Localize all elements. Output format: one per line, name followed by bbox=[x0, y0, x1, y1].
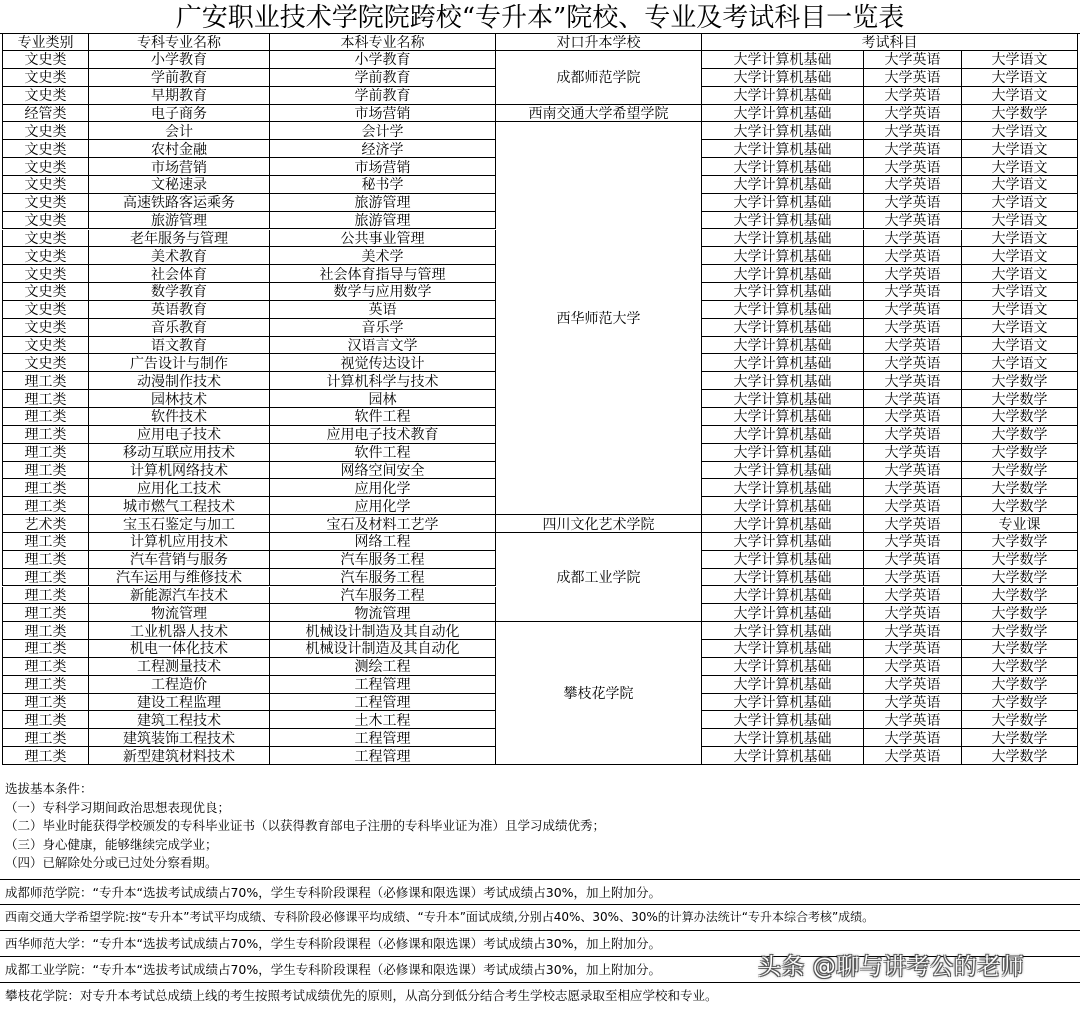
cell-subject-3: 大学数学 bbox=[962, 747, 1078, 765]
cell-category: 文史类 bbox=[2, 194, 89, 212]
cell-zk-major: 软件技术 bbox=[89, 408, 270, 426]
cell-subject-2: 大学英语 bbox=[864, 337, 962, 355]
cell-category: 理工类 bbox=[2, 444, 89, 462]
cell-subject-1: 大学计算机基础 bbox=[702, 658, 864, 676]
cell-subject-3: 大学数学 bbox=[962, 551, 1078, 569]
cell-bk-major: 旅游管理 bbox=[270, 194, 496, 212]
cell-category: 理工类 bbox=[2, 747, 89, 765]
cell-category: 理工类 bbox=[2, 390, 89, 408]
cell-subject-3: 大学语文 bbox=[962, 247, 1078, 265]
cell-bk-major: 测绘工程 bbox=[270, 658, 496, 676]
cell-category: 文史类 bbox=[2, 230, 89, 248]
cell-zk-major: 小学教育 bbox=[89, 51, 270, 69]
cell-subject-1: 大学计算机基础 bbox=[702, 711, 864, 729]
cell-category: 文史类 bbox=[2, 265, 89, 283]
cell-bk-major: 园林 bbox=[270, 390, 496, 408]
cell-bk-major: 应用化学 bbox=[270, 479, 496, 497]
cell-zk-major: 宝玉石鉴定与加工 bbox=[89, 515, 270, 533]
cell-category: 文史类 bbox=[2, 212, 89, 230]
cell-category: 理工类 bbox=[2, 729, 89, 747]
cell-subject-3: 大学数学 bbox=[962, 729, 1078, 747]
cell-zk-major: 美术教育 bbox=[89, 247, 270, 265]
cell-bk-major: 软件工程 bbox=[270, 444, 496, 462]
cell-subject-2: 大学英语 bbox=[864, 711, 962, 729]
cell-subject-3: 大学语文 bbox=[962, 87, 1078, 105]
cell-category: 理工类 bbox=[2, 497, 89, 515]
cell-zk-major: 早期教育 bbox=[89, 87, 270, 105]
cell-subject-3: 大学数学 bbox=[962, 694, 1078, 712]
cell-subject-1: 大学计算机基础 bbox=[702, 87, 864, 105]
cell-zk-major: 计算机网络技术 bbox=[89, 462, 270, 480]
watermark: 头条 @聊与讲考公的老师 bbox=[758, 954, 1025, 980]
cell-category: 理工类 bbox=[2, 462, 89, 480]
cell-subject-3: 大学数学 bbox=[962, 658, 1078, 676]
cell-zk-major: 工程造价 bbox=[89, 676, 270, 694]
cell-bk-major: 秘书学 bbox=[270, 176, 496, 194]
cell-subject-3: 大学数学 bbox=[962, 408, 1078, 426]
cell-subject-2: 大学英语 bbox=[864, 230, 962, 248]
cell-subject-3: 大学语文 bbox=[962, 283, 1078, 301]
cell-bk-major: 计算机科学与技术 bbox=[270, 372, 496, 390]
cell-subject-2: 大学英语 bbox=[864, 319, 962, 337]
cell-zk-major: 社会体育 bbox=[89, 265, 270, 283]
cell-bk-major: 机械设计制造及其自动化 bbox=[270, 622, 496, 640]
cell-zk-major: 农村金融 bbox=[89, 140, 270, 158]
cell-subject-1: 大学计算机基础 bbox=[702, 408, 864, 426]
cell-zk-major: 语文教育 bbox=[89, 337, 270, 355]
cell-bk-major: 汽车服务工程 bbox=[270, 587, 496, 605]
cell-school: 四川文化艺术学院 bbox=[496, 515, 702, 533]
cell-subject-3: 大学数学 bbox=[962, 426, 1078, 444]
cell-bk-major: 公共事业管理 bbox=[270, 230, 496, 248]
cell-category: 文史类 bbox=[2, 122, 89, 140]
cell-bk-major: 汽车服务工程 bbox=[270, 551, 496, 569]
cell-category: 理工类 bbox=[2, 604, 89, 622]
cell-subject-3: 大学语文 bbox=[962, 140, 1078, 158]
cell-zk-major: 应用电子技术 bbox=[89, 426, 270, 444]
cell-subject-3: 大学语文 bbox=[962, 301, 1078, 319]
cell-subject-2: 大学英语 bbox=[864, 444, 962, 462]
cell-subject-2: 大学英语 bbox=[864, 604, 962, 622]
cell-subject-1: 大学计算机基础 bbox=[702, 444, 864, 462]
cell-bk-major: 软件工程 bbox=[270, 408, 496, 426]
cell-subject-2: 大学英语 bbox=[864, 247, 962, 265]
cell-zk-major: 动漫制作技术 bbox=[89, 372, 270, 390]
page-title: 广安职业技术学院院跨校“专升本”院校、专业及考试科目一览表 bbox=[0, 0, 1080, 34]
cell-zk-major: 汽车运用与维修技术 bbox=[89, 569, 270, 587]
cell-bk-major: 经济学 bbox=[270, 140, 496, 158]
condition-item: （四）已解除处分或已过处分察看期。 bbox=[5, 855, 218, 870]
cell-subject-3: 大学语文 bbox=[962, 194, 1078, 212]
cell-subject-3: 大学数学 bbox=[962, 604, 1078, 622]
cell-bk-major: 土木工程 bbox=[270, 711, 496, 729]
cell-subject-3: 大学数学 bbox=[962, 676, 1078, 694]
cell-bk-major: 网络空间安全 bbox=[270, 462, 496, 480]
cell-subject-1: 大学计算机基础 bbox=[702, 372, 864, 390]
cell-bk-major: 工程管理 bbox=[270, 747, 496, 765]
cell-subject-2: 大学英语 bbox=[864, 69, 962, 87]
cell-subject-2: 大学英语 bbox=[864, 569, 962, 587]
cell-bk-major: 视觉传达设计 bbox=[270, 354, 496, 372]
cell-zk-major: 旅游管理 bbox=[89, 212, 270, 230]
cell-subject-3: 大学语文 bbox=[962, 122, 1078, 140]
cell-subject-2: 大学英语 bbox=[864, 122, 962, 140]
cell-zk-major: 英语教育 bbox=[89, 301, 270, 319]
cell-school: 成都师范学院 bbox=[496, 51, 702, 105]
cell-subject-1: 大学计算机基础 bbox=[702, 622, 864, 640]
cell-category: 理工类 bbox=[2, 640, 89, 658]
cell-zk-major: 音乐教育 bbox=[89, 319, 270, 337]
cell-subject-2: 大学英语 bbox=[864, 301, 962, 319]
cell-zk-major: 园林技术 bbox=[89, 390, 270, 408]
cell-subject-1: 大学计算机基础 bbox=[702, 462, 864, 480]
cell-subject-2: 大学英语 bbox=[864, 176, 962, 194]
cell-category: 文史类 bbox=[2, 247, 89, 265]
cell-bk-major: 物流管理 bbox=[270, 604, 496, 622]
cell-subject-2: 大学英语 bbox=[864, 390, 962, 408]
cell-bk-major: 美术学 bbox=[270, 247, 496, 265]
cell-bk-major: 汽车服务工程 bbox=[270, 569, 496, 587]
cell-subject-1: 大学计算机基础 bbox=[702, 551, 864, 569]
cell-zk-major: 学前教育 bbox=[89, 69, 270, 87]
cell-zk-major: 老年服务与管理 bbox=[89, 230, 270, 248]
cell-subject-1: 大学计算机基础 bbox=[702, 479, 864, 497]
cell-subject-1: 大学计算机基础 bbox=[702, 747, 864, 765]
cell-category: 文史类 bbox=[2, 337, 89, 355]
cell-subject-2: 大学英语 bbox=[864, 462, 962, 480]
cell-subject-1: 大学计算机基础 bbox=[702, 158, 864, 176]
cell-zk-major: 文秘速录 bbox=[89, 176, 270, 194]
cell-category: 文史类 bbox=[2, 176, 89, 194]
school-note: 成都工业学院：“专升本“选拔考试成绩占70%，学生专科阶段课程（必修课和限选课）考试成绩占30%，加上附加分。 bbox=[0, 957, 1080, 983]
cell-zk-major: 建筑装饰工程技术 bbox=[89, 729, 270, 747]
cell-category: 艺术类 bbox=[2, 515, 89, 533]
cell-subject-2: 大学英语 bbox=[864, 622, 962, 640]
cell-subject-3: 大学语文 bbox=[962, 69, 1078, 87]
cell-subject-1: 大学计算机基础 bbox=[702, 604, 864, 622]
cell-zk-major: 城市燃气工程技术 bbox=[89, 497, 270, 515]
cell-subject-2: 大学英语 bbox=[864, 372, 962, 390]
cell-subject-2: 大学英语 bbox=[864, 497, 962, 515]
cell-subject-1: 大学计算机基础 bbox=[702, 390, 864, 408]
cell-subject-3: 大学语文 bbox=[962, 319, 1078, 337]
cell-subject-2: 大学英语 bbox=[864, 640, 962, 658]
cell-category: 理工类 bbox=[2, 372, 89, 390]
cell-subject-2: 大学英语 bbox=[864, 658, 962, 676]
cell-subject-1: 大学计算机基础 bbox=[702, 533, 864, 551]
cell-category: 理工类 bbox=[2, 408, 89, 426]
cell-subject-2: 大学英语 bbox=[864, 515, 962, 533]
cell-category: 理工类 bbox=[2, 658, 89, 676]
cell-subject-3: 大学数学 bbox=[962, 587, 1078, 605]
cell-subject-1: 大学计算机基础 bbox=[702, 212, 864, 230]
cell-subject-3: 大学数学 bbox=[962, 479, 1078, 497]
header-exam-subjects: 考试科目 bbox=[702, 34, 1078, 51]
cell-zk-major: 广告设计与制作 bbox=[89, 354, 270, 372]
cell-subject-1: 大学计算机基础 bbox=[702, 247, 864, 265]
cell-subject-2: 大学英语 bbox=[864, 426, 962, 444]
cell-bk-major: 英语 bbox=[270, 301, 496, 319]
cell-school: 西南交通大学希望学院 bbox=[496, 105, 702, 123]
cell-bk-major: 旅游管理 bbox=[270, 212, 496, 230]
cell-subject-1: 大学计算机基础 bbox=[702, 283, 864, 301]
cell-bk-major: 工程管理 bbox=[270, 729, 496, 747]
cell-subject-3: 大学数学 bbox=[962, 390, 1078, 408]
cell-category: 理工类 bbox=[2, 711, 89, 729]
header-bk-major: 本科专业名称 bbox=[270, 34, 496, 51]
cell-category: 文史类 bbox=[2, 319, 89, 337]
cell-subject-3: 大学数学 bbox=[962, 622, 1078, 640]
cell-zk-major: 高速铁路客运乘务 bbox=[89, 194, 270, 212]
cell-subject-2: 大学英语 bbox=[864, 747, 962, 765]
cell-subject-2: 大学英语 bbox=[864, 194, 962, 212]
cell-bk-major: 机械设计制造及其自动化 bbox=[270, 640, 496, 658]
cell-category: 理工类 bbox=[2, 622, 89, 640]
cell-bk-major: 数学与应用数学 bbox=[270, 283, 496, 301]
cell-subject-1: 大学计算机基础 bbox=[702, 694, 864, 712]
cell-subject-3: 大学数学 bbox=[962, 444, 1078, 462]
cell-subject-1: 大学计算机基础 bbox=[702, 354, 864, 372]
cell-zk-major: 物流管理 bbox=[89, 604, 270, 622]
cell-subject-3: 大学语文 bbox=[962, 51, 1078, 69]
condition-item: （一）专科学习期间政治思想表现优良； bbox=[5, 799, 231, 815]
cell-category: 文史类 bbox=[2, 354, 89, 372]
school-note: 成都师范学院：“专升本“选拔考试成绩占70%，学生专科阶段课程（必修课和限选课）考试成绩占30%，加上附加分。 bbox=[0, 880, 1080, 905]
conditions-block bbox=[0, 770, 1080, 880]
cell-subject-1: 大学计算机基础 bbox=[702, 676, 864, 694]
cell-category: 理工类 bbox=[2, 569, 89, 587]
cell-subject-1: 大学计算机基础 bbox=[702, 319, 864, 337]
condition-item: （三）身心健康，能够继续完成学业； bbox=[5, 836, 218, 852]
school-note: 攀枝花学院：对专升本考试总成绩上线的考生按照考试成绩优先的原则，从高分到低分结合考生学校志愿录取至相应学校和专业。 bbox=[5, 988, 718, 1003]
cell-subject-3: 大学语文 bbox=[962, 158, 1078, 176]
cell-subject-2: 大学英语 bbox=[864, 479, 962, 497]
cell-subject-2: 大学英语 bbox=[864, 140, 962, 158]
cell-subject-1: 大学计算机基础 bbox=[702, 105, 864, 123]
cell-subject-2: 大学英语 bbox=[864, 51, 962, 69]
cell-zk-major: 工业机器人技术 bbox=[89, 622, 270, 640]
cell-bk-major: 工程管理 bbox=[270, 676, 496, 694]
cell-subject-1: 大学计算机基础 bbox=[702, 515, 864, 533]
cell-bk-major: 应用化学 bbox=[270, 497, 496, 515]
cell-category: 文史类 bbox=[2, 301, 89, 319]
cell-zk-major: 工程测量技术 bbox=[89, 658, 270, 676]
cell-category: 经管类 bbox=[2, 105, 89, 123]
cell-category: 理工类 bbox=[2, 676, 89, 694]
cell-subject-3: 大学数学 bbox=[962, 711, 1078, 729]
cell-school: 成都工业学院 bbox=[496, 533, 702, 622]
cell-zk-major: 电子商务 bbox=[89, 105, 270, 123]
cell-subject-3: 大学数学 bbox=[962, 640, 1078, 658]
cell-subject-1: 大学计算机基础 bbox=[702, 337, 864, 355]
cell-subject-2: 大学英语 bbox=[864, 694, 962, 712]
cell-zk-major: 移动互联应用技术 bbox=[89, 444, 270, 462]
cell-subject-2: 大学英语 bbox=[864, 265, 962, 283]
cell-subject-1: 大学计算机基础 bbox=[702, 194, 864, 212]
cell-subject-3: 大学语文 bbox=[962, 337, 1078, 355]
cell-category: 理工类 bbox=[2, 551, 89, 569]
cell-subject-3: 大学语文 bbox=[962, 354, 1078, 372]
cell-subject-2: 大学英语 bbox=[864, 676, 962, 694]
cell-subject-2: 大学英语 bbox=[864, 105, 962, 123]
cell-category: 理工类 bbox=[2, 479, 89, 497]
cell-zk-major: 新型建筑材料技术 bbox=[89, 747, 270, 765]
cell-zk-major: 汽车营销与服务 bbox=[89, 551, 270, 569]
cell-category: 文史类 bbox=[2, 158, 89, 176]
cell-subject-2: 大学英语 bbox=[864, 354, 962, 372]
cell-subject-2: 大学英语 bbox=[864, 87, 962, 105]
cell-category: 文史类 bbox=[2, 51, 89, 69]
cell-subject-2: 大学英语 bbox=[864, 533, 962, 551]
cell-subject-1: 大学计算机基础 bbox=[702, 640, 864, 658]
cell-school: 攀枝花学院 bbox=[496, 622, 702, 765]
cell-subject-1: 大学计算机基础 bbox=[702, 587, 864, 605]
cell-subject-1: 大学计算机基础 bbox=[702, 301, 864, 319]
cell-bk-major: 市场营销 bbox=[270, 158, 496, 176]
cell-bk-major: 会计学 bbox=[270, 122, 496, 140]
cell-bk-major: 宝石及材料工艺学 bbox=[270, 515, 496, 533]
cell-bk-major: 学前教育 bbox=[270, 87, 496, 105]
cell-bk-major: 应用电子技术教育 bbox=[270, 426, 496, 444]
cell-category: 文史类 bbox=[2, 283, 89, 301]
cell-zk-major: 建设工程监理 bbox=[89, 694, 270, 712]
cell-subject-3: 大学语文 bbox=[962, 176, 1078, 194]
cell-subject-1: 大学计算机基础 bbox=[702, 569, 864, 587]
cell-subject-2: 大学英语 bbox=[864, 551, 962, 569]
condition-item: （二）毕业时能获得学校颁发的专科毕业证书（以获得教育部电子注册的专科毕业证为准）且学习成绩优秀； bbox=[5, 818, 606, 833]
cell-bk-major: 学前教育 bbox=[270, 69, 496, 87]
cell-zk-major: 应用化工技术 bbox=[89, 479, 270, 497]
cell-subject-3: 大学语文 bbox=[962, 230, 1078, 248]
cell-subject-3: 大学数学 bbox=[962, 497, 1078, 515]
cell-subject-3: 大学数学 bbox=[962, 372, 1078, 390]
cell-subject-1: 大学计算机基础 bbox=[702, 69, 864, 87]
cell-subject-3: 大学数学 bbox=[962, 533, 1078, 551]
cell-category: 理工类 bbox=[2, 694, 89, 712]
cell-bk-major: 小学教育 bbox=[270, 51, 496, 69]
school-note: 西南交通大学希望学院:按“专升本”考试平均成绩、专科阶段必修课平均成绩、“专升本”面试成绩,分别占40%、30%、30%的计算办法统计“专升本综合考核”成绩。 bbox=[0, 905, 1080, 931]
cell-subject-1: 大学计算机基础 bbox=[702, 265, 864, 283]
school-note: 西华师范大学：“专升本“选拔考试成绩占70%，学生专科阶段课程（必修课和限选课）考试成绩占30%，加上附加分。 bbox=[0, 931, 1080, 957]
cell-subject-2: 大学英语 bbox=[864, 729, 962, 747]
cell-subject-3: 大学数学 bbox=[962, 569, 1078, 587]
cell-subject-1: 大学计算机基础 bbox=[702, 426, 864, 444]
cell-bk-major: 汉语言文学 bbox=[270, 337, 496, 355]
cell-category: 理工类 bbox=[2, 426, 89, 444]
cell-subject-2: 大学英语 bbox=[864, 212, 962, 230]
cell-subject-1: 大学计算机基础 bbox=[702, 122, 864, 140]
cell-bk-major: 工程管理 bbox=[270, 694, 496, 712]
cell-subject-3: 大学数学 bbox=[962, 462, 1078, 480]
cell-school: 西华师范大学 bbox=[496, 122, 702, 515]
cell-zk-major: 数学教育 bbox=[89, 283, 270, 301]
cell-bk-major: 网络工程 bbox=[270, 533, 496, 551]
cell-subject-2: 大学英语 bbox=[864, 587, 962, 605]
conditions-heading: 选拔基本条件： bbox=[5, 781, 93, 796]
cell-subject-3: 大学数学 bbox=[962, 105, 1078, 123]
cell-subject-1: 大学计算机基础 bbox=[702, 729, 864, 747]
cell-subject-1: 大学计算机基础 bbox=[702, 230, 864, 248]
header-zk-major: 专科专业名称 bbox=[89, 34, 270, 51]
cell-category: 文史类 bbox=[2, 140, 89, 158]
cell-bk-major: 社会体育指导与管理 bbox=[270, 265, 496, 283]
cell-category: 文史类 bbox=[2, 69, 89, 87]
cell-zk-major: 市场营销 bbox=[89, 158, 270, 176]
cell-subject-2: 大学英语 bbox=[864, 158, 962, 176]
cell-subject-3: 专业课 bbox=[962, 515, 1078, 533]
cell-subject-3: 大学语文 bbox=[962, 212, 1078, 230]
cell-subject-1: 大学计算机基础 bbox=[702, 497, 864, 515]
cell-category: 理工类 bbox=[2, 587, 89, 605]
cell-zk-major: 建筑工程技术 bbox=[89, 711, 270, 729]
cell-bk-major: 市场营销 bbox=[270, 105, 496, 123]
cell-subject-3: 大学语文 bbox=[962, 265, 1078, 283]
cell-zk-major: 机电一体化技术 bbox=[89, 640, 270, 658]
cell-zk-major: 会计 bbox=[89, 122, 270, 140]
cell-zk-major: 计算机应用技术 bbox=[89, 533, 270, 551]
cell-category: 理工类 bbox=[2, 533, 89, 551]
cell-subject-1: 大学计算机基础 bbox=[702, 140, 864, 158]
header-category: 专业类别 bbox=[2, 34, 89, 51]
cell-subject-2: 大学英语 bbox=[864, 408, 962, 426]
cell-subject-2: 大学英语 bbox=[864, 283, 962, 301]
cell-subject-1: 大学计算机基础 bbox=[702, 176, 864, 194]
cell-subject-1: 大学计算机基础 bbox=[702, 51, 864, 69]
cell-category: 文史类 bbox=[2, 87, 89, 105]
cell-zk-major: 新能源汽车技术 bbox=[89, 587, 270, 605]
cell-bk-major: 音乐学 bbox=[270, 319, 496, 337]
header-school: 对口升本学校 bbox=[496, 34, 702, 51]
